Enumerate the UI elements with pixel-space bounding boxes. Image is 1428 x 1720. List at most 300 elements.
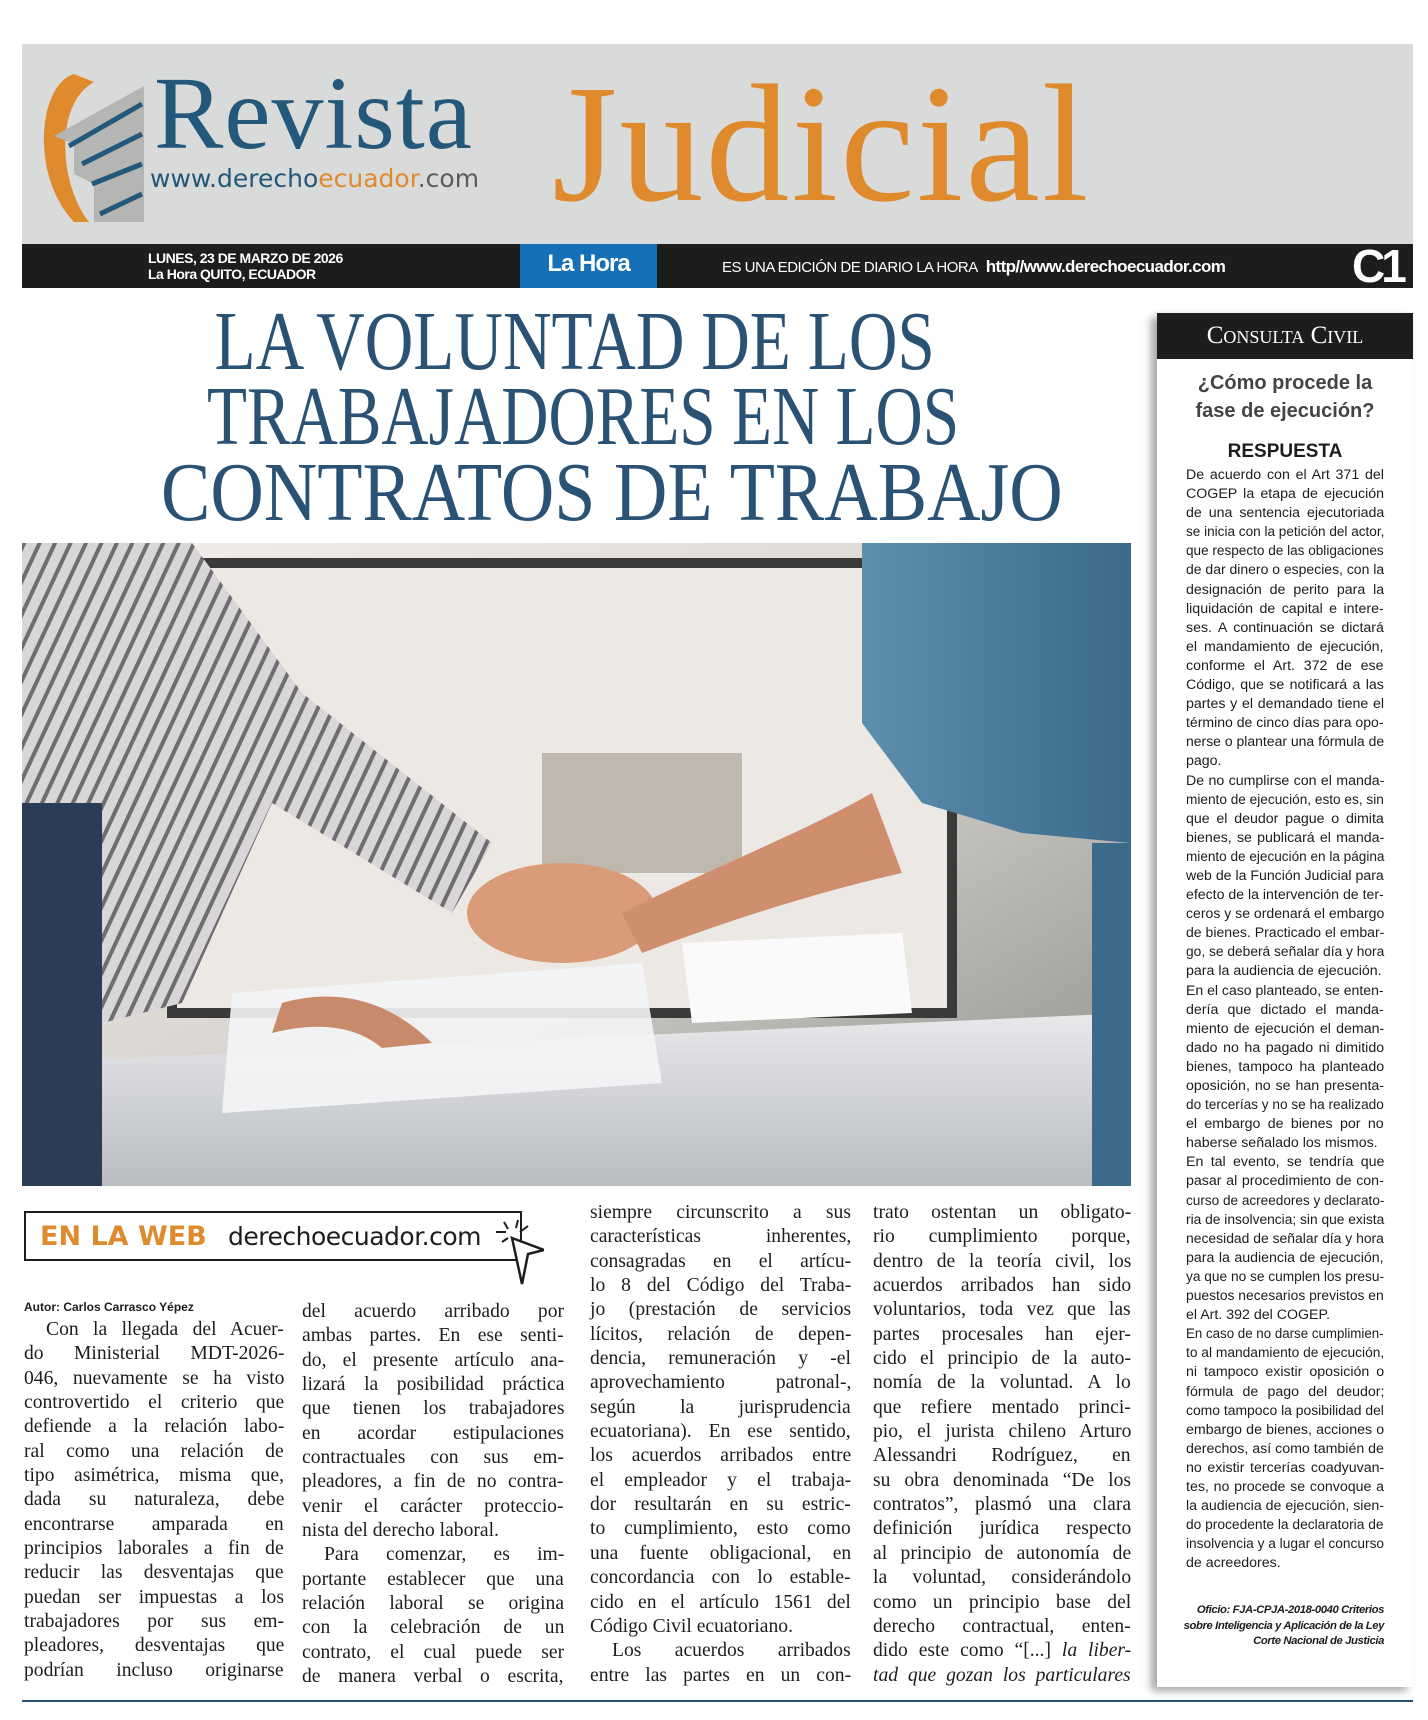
line-text: defiende a la relación labo- — [24, 1416, 285, 1438]
web-domain[interactable]: derechoecuador.com — [228, 1222, 482, 1251]
column-logo-icon — [34, 64, 154, 224]
line-text: con la celebración de un — [302, 1617, 565, 1639]
line-text: que respecto de las obligaciones — [1186, 543, 1384, 560]
line-text: Los acuerdos arribados — [612, 1640, 851, 1662]
text-line — [1186, 1153, 1384, 1172]
line-text: entre las partes en un con- — [590, 1664, 852, 1686]
la-hora-logo: La Hora — [520, 244, 657, 288]
question-line: ¿Cómo procede la — [1197, 372, 1373, 394]
url-part: ecuador — [318, 164, 418, 193]
headline-text: LA VOLUNTAD DE LOS — [214, 295, 936, 388]
line-text: dencia, remuneración y -el — [590, 1348, 851, 1370]
text-line — [1186, 886, 1384, 905]
line-text: cido en el artículo 1561 del — [590, 1591, 851, 1613]
line-text: pasar al procedimiento de con- — [1186, 1173, 1384, 1190]
text-line — [1186, 1287, 1384, 1306]
text-line — [1186, 485, 1384, 504]
text-line — [24, 1318, 284, 1342]
line-text: concordancia con lo estable- — [590, 1567, 851, 1589]
line-text: que el deudor pague o dimita — [1186, 810, 1384, 827]
line-text: partes procesales han ejer- — [873, 1323, 1131, 1345]
text-line — [1186, 752, 1384, 771]
line-text: dada su naturaleza, debe — [24, 1489, 285, 1511]
edition-url[interactable]: http//www.derechoecuador.com — [985, 257, 1226, 276]
text-line — [873, 1347, 1131, 1371]
line-text: los acuerdos arribados entre — [590, 1445, 852, 1467]
text-line — [302, 1373, 564, 1397]
text-line — [1186, 657, 1384, 676]
text-line — [1186, 1554, 1384, 1573]
title-judicial: Judicial — [552, 51, 1091, 237]
text-line — [590, 1274, 851, 1298]
line-text: de dar dinero o especies, con la — [1186, 562, 1385, 579]
line-text: pleadores, a fin de no contra- — [302, 1471, 564, 1493]
text-line — [1186, 600, 1384, 619]
line-text: Código, que se notificará a las — [1186, 677, 1384, 694]
line-text: el embargo de bienes por no — [1186, 1116, 1384, 1133]
info-bar — [22, 240, 1413, 292]
text-line — [1186, 1535, 1384, 1554]
text-line — [1186, 810, 1384, 829]
text-line — [1186, 1440, 1384, 1459]
line-text: que refiere mentado princi- — [873, 1396, 1131, 1418]
text-line — [1186, 523, 1384, 542]
text-line — [1186, 1459, 1384, 1478]
text-line — [1186, 943, 1384, 962]
line-text: de manera verbal o escrita, — [302, 1666, 564, 1688]
line-text: pleadores, desventajas que — [24, 1635, 285, 1657]
line-text: to cumplimiento, esto como — [590, 1518, 851, 1540]
text-line — [1186, 1516, 1384, 1535]
line-text: embargo de bienes, acciones o — [1186, 1421, 1385, 1438]
text-line — [1186, 1001, 1384, 1020]
text-line — [1186, 791, 1384, 810]
line-text: lo 8 del Código del Traba- — [590, 1275, 852, 1297]
sidebar-question — [1157, 369, 1413, 425]
text-line — [873, 1542, 1131, 1566]
line-text: dor resultarán en su estric- — [590, 1494, 851, 1516]
text-line — [1186, 733, 1384, 752]
line-text: do, el presente artículo ana- — [302, 1349, 565, 1371]
text-line — [1186, 924, 1384, 943]
text-line — [24, 1367, 284, 1391]
line-text: podrían incluso originarse — [24, 1659, 284, 1681]
text-line — [302, 1349, 564, 1373]
text-line — [1186, 905, 1384, 924]
line-text: controvertido el criterio que — [24, 1392, 285, 1414]
headline-text: TRABAJADORES EN LOS — [207, 370, 960, 463]
text-line — [1186, 676, 1384, 695]
text-line — [1186, 504, 1384, 523]
text-line — [873, 1396, 1131, 1420]
text-line — [873, 1664, 1131, 1688]
text-line — [1186, 542, 1384, 561]
text-line — [873, 1274, 1131, 1298]
text-line — [590, 1493, 851, 1517]
text-line — [1186, 1192, 1384, 1211]
text-line — [24, 1659, 284, 1683]
italic-quote: la liber- — [1061, 1640, 1132, 1662]
text-line — [1186, 1115, 1384, 1134]
text-line — [24, 1537, 284, 1561]
text-line — [302, 1616, 564, 1640]
text-line — [590, 1298, 851, 1322]
text-line — [873, 1225, 1131, 1249]
article-column — [302, 1300, 564, 1690]
line-text: ral como una relación de — [24, 1440, 284, 1462]
place: QUITO, ECUADOR — [196, 266, 316, 282]
line-text: miento de ejecución, esto es, sin — [1186, 791, 1384, 808]
text-line — [873, 1493, 1131, 1517]
line-text: dado no ha pagado ni dimitido — [1186, 1039, 1385, 1056]
handshake-photo — [22, 543, 1131, 1186]
line-text: derecho contractual, enten- — [873, 1615, 1131, 1637]
line-text: que tienen los trabajadores — [302, 1398, 565, 1420]
line-text: do Ministerial MDT-2026- — [24, 1343, 285, 1365]
line-text: fórmula de pago del deudor; — [1186, 1383, 1385, 1400]
text-line — [590, 1444, 851, 1468]
line-text: venir el carácter proteccio- — [302, 1495, 564, 1517]
text-line — [24, 1415, 284, 1439]
text-line — [1186, 1230, 1384, 1249]
cursor-click-icon — [494, 1218, 544, 1288]
italic-quote: tad que gozan los particulares — [873, 1664, 1131, 1686]
text-line — [590, 1420, 851, 1444]
text-line — [590, 1371, 851, 1395]
line-text: dido este como “[...] — [873, 1640, 1062, 1662]
text-line — [302, 1665, 564, 1689]
headline-text: CONTRATOS DE TRABAJO — [160, 446, 1063, 539]
line-text: aprovechamiento patronal-, — [590, 1372, 852, 1394]
source-line: Corte Nacional de Justicia — [1253, 1635, 1384, 1647]
line-text: puedan ser impuestas a los — [24, 1586, 284, 1608]
text-line — [302, 1519, 564, 1543]
line-text: En el caso planteado, se enten- — [1186, 982, 1384, 999]
text-line — [302, 1324, 564, 1348]
text-line — [873, 1323, 1131, 1347]
text-line — [1186, 1268, 1384, 1287]
line-text: de una sentencia ejecutoriada — [1186, 505, 1385, 522]
text-line — [1186, 867, 1384, 886]
line-text: de bienes. Practicado el embar- — [1186, 925, 1385, 942]
line-text: dentro de la teoría civil, los — [873, 1250, 1132, 1272]
text-line — [1186, 772, 1384, 791]
article-column — [590, 1201, 851, 1688]
line-text: do tercerías y no se ha realizado — [1186, 1097, 1384, 1114]
line-text: cido el principio de la auto- — [873, 1348, 1131, 1370]
line-text: bienes, se publicará el manda- — [1186, 829, 1385, 846]
text-line — [302, 1300, 564, 1324]
line-text: definición jurídica respecto — [873, 1518, 1132, 1540]
text-line — [873, 1639, 1131, 1663]
text-line — [1186, 848, 1384, 867]
text-line — [590, 1201, 851, 1225]
text-line — [1186, 638, 1384, 657]
text-line — [873, 1566, 1131, 1590]
line-text: puestos necesarios previstos en — [1186, 1288, 1384, 1305]
source-citation — [1171, 1603, 1384, 1650]
text-line — [1186, 1172, 1384, 1191]
line-text: para la audiencia de ejecución. — [1186, 963, 1382, 980]
text-line — [873, 1615, 1131, 1639]
line-text: En tal evento, se tendría que — [1186, 1154, 1385, 1171]
line-text: nerse o plantear una fórmula de — [1186, 734, 1385, 751]
line-text: ni tampoco existir oposición o — [1186, 1364, 1385, 1381]
text-line — [1186, 1383, 1384, 1402]
line-text: no existir tercerías coadyuvan- — [1186, 1459, 1385, 1476]
line-text: designación de perito para la — [1186, 581, 1385, 598]
line-text: la voluntad, considerándolo — [873, 1567, 1132, 1589]
text-line — [873, 1444, 1131, 1468]
text-line — [1186, 1421, 1384, 1440]
text-line — [1186, 1344, 1384, 1363]
answer-label: RESPUESTA — [1227, 441, 1343, 462]
text-line — [24, 1610, 284, 1634]
line-text: contrato, el cual puede ser — [302, 1641, 565, 1663]
text-line — [24, 1586, 284, 1610]
line-text: jo (prestación de servicios — [590, 1299, 852, 1321]
line-text: curso de acreedores y declarato- — [1186, 1192, 1385, 1209]
line-text: necesidad de señalar día y hora — [1186, 1230, 1384, 1247]
text-line — [302, 1495, 564, 1519]
headline-line — [100, 446, 1063, 539]
text-line — [873, 1371, 1131, 1395]
line-text: tipo asimétrica, misma que, — [24, 1465, 285, 1487]
text-line — [1186, 561, 1384, 580]
text-line — [1186, 982, 1384, 1001]
web-label: EN LA WEB — [40, 1221, 207, 1252]
line-text: al principio de autonomía de — [873, 1542, 1132, 1564]
text-line — [590, 1566, 851, 1590]
line-text: bienes, tampoco ha planteado — [1186, 1058, 1385, 1075]
line-text: conforme el Art. 372 de ese — [1186, 657, 1384, 674]
text-line — [302, 1397, 564, 1421]
line-text: encontrarse amparada en — [24, 1513, 284, 1535]
line-text: haberse señalado los mismos. — [1186, 1135, 1378, 1152]
line-text: portante establecer que una — [302, 1568, 564, 1590]
edition-text: ES UNA EDICIÓN DE DIARIO LA HORA — [722, 259, 978, 276]
text-line — [1186, 962, 1384, 981]
text-line — [1186, 1134, 1384, 1153]
line-text: reducir las desventajas que — [24, 1562, 284, 1584]
bottom-rule — [22, 1700, 1413, 1702]
text-line — [590, 1323, 851, 1347]
line-text: Código Civil ecuatoriano. — [590, 1615, 793, 1637]
text-line — [1186, 1402, 1384, 1421]
text-line — [302, 1592, 564, 1616]
line-text: insolvencia y a lugar el concurso — [1186, 1536, 1385, 1553]
text-line — [302, 1568, 564, 1592]
line-text: trato ostentan un obligato- — [873, 1202, 1132, 1223]
text-line — [24, 1561, 284, 1585]
line-text: do procedente la declaratoria de — [1186, 1517, 1384, 1534]
line-text: efecto de la intervención de ter- — [1186, 887, 1384, 904]
line-text: características inherentes, — [590, 1226, 852, 1248]
line-text: COGEP la etapa de ejecución — [1186, 486, 1385, 503]
text-line — [873, 1517, 1131, 1541]
text-line — [24, 1342, 284, 1366]
line-text: pio, el jurista chileno Arturo — [873, 1421, 1132, 1443]
line-text: el mandamiento de ejecución, — [1186, 638, 1384, 655]
line-text: su obra denominada “De los — [873, 1469, 1131, 1491]
line-text: web de la Función Judicial para — [1186, 867, 1384, 884]
line-text: según la jurisprudencia — [590, 1396, 851, 1418]
sidebar-section-title: Consulta Civil — [1157, 313, 1413, 359]
text-line — [24, 1634, 284, 1658]
line-text: el Art. 392 del COGEP. — [1186, 1307, 1331, 1324]
text-line — [1186, 1077, 1384, 1096]
line-text: tes, no procede se convoque a — [1186, 1478, 1385, 1495]
line-text: principios laborales a fin de — [24, 1538, 284, 1560]
date: LUNES, 23 DE MARZO DE 2026 — [148, 250, 343, 266]
text-line — [590, 1542, 851, 1566]
line-text: to al mandamiento de ejecución, — [1186, 1345, 1385, 1362]
text-line — [590, 1225, 851, 1249]
article-column — [24, 1318, 284, 1683]
text-line — [590, 1347, 851, 1371]
text-line — [24, 1391, 284, 1415]
line-text: lícitos, relación de depen- — [590, 1323, 852, 1345]
line-text: se inicia con la petición del actor, — [1186, 524, 1385, 541]
url-part: .com — [417, 164, 480, 193]
text-line — [873, 1420, 1131, 1444]
line-text: derechos, así como también de — [1186, 1440, 1384, 1457]
text-line — [1186, 581, 1384, 600]
line-text: el empleador y el trabaja- — [590, 1469, 852, 1491]
line-text: en acordar estipulaciones — [302, 1422, 565, 1444]
text-line — [1186, 466, 1384, 485]
text-line — [302, 1543, 564, 1567]
consulta-civil-sidebar — [1157, 313, 1413, 1687]
line-text: De no cumplirse con el manda- — [1186, 772, 1385, 789]
text-line — [873, 1298, 1131, 1322]
text-line — [302, 1446, 564, 1470]
masthead — [22, 44, 1413, 244]
line-text: contratos”, plasmó una clara — [873, 1494, 1132, 1516]
page-number: C1 — [1352, 240, 1403, 292]
text-line — [590, 1396, 851, 1420]
line-text: como tampoco la posibilidad del — [1186, 1402, 1384, 1419]
line-text: En caso de no darse cumplimien- — [1186, 1326, 1384, 1343]
line-text: consagradas en el artícu- — [590, 1250, 852, 1272]
line-text: miento de ejecución en la página — [1186, 848, 1385, 865]
text-line — [1186, 619, 1384, 638]
line-text: voluntarios, toda vez que las — [873, 1299, 1131, 1321]
line-text: del acuerdo arribado por — [302, 1301, 565, 1322]
question-line: fase de ejecución? — [1195, 400, 1375, 422]
source-line: Oficio: FJA-CPJA-2018-0040 Criterios — [1196, 1604, 1384, 1616]
text-line — [590, 1469, 851, 1493]
line-text: lizará la posibilidad práctica — [302, 1374, 565, 1396]
text-line — [1186, 1363, 1384, 1382]
article-column — [873, 1201, 1131, 1688]
line-text: dería que dictado el manda- — [1186, 1001, 1384, 1018]
dateline — [148, 250, 343, 282]
text-line — [590, 1639, 851, 1663]
text-line — [302, 1641, 564, 1665]
line-text: oposición, no se han presenta- — [1186, 1078, 1385, 1094]
text-line — [590, 1615, 851, 1639]
line-text: una fuente obligacional, en — [590, 1542, 852, 1564]
text-line — [1186, 695, 1384, 714]
text-line — [1186, 1211, 1384, 1230]
text-line — [590, 1591, 851, 1615]
url-part: www.derecho — [150, 164, 319, 193]
text-line — [1186, 1325, 1384, 1344]
text-line — [1186, 1478, 1384, 1497]
line-text: partes y el demandado tiene el — [1186, 696, 1385, 713]
line-text: siempre circunscrito a sus — [590, 1202, 851, 1223]
answer-text — [1186, 466, 1384, 1573]
edition-note — [722, 257, 1225, 277]
text-line — [873, 1469, 1131, 1493]
line-text: nomía de la voluntad. A lo — [873, 1372, 1131, 1394]
line-text: ria de insolvencia; sin que exista — [1186, 1211, 1385, 1228]
line-text: contractuales con sus em- — [302, 1447, 564, 1469]
place-brand: La Hora — [148, 266, 197, 282]
line-text: acuerdos arribados han sido — [873, 1275, 1132, 1297]
title-revista: Revista — [154, 56, 473, 171]
line-text: pago. — [1186, 753, 1222, 770]
text-line — [24, 1464, 284, 1488]
site-url[interactable] — [150, 166, 479, 191]
text-line — [302, 1422, 564, 1446]
line-text: 046, nuevamente se ha visto — [24, 1367, 285, 1389]
line-text: nista del derecho laboral. — [302, 1520, 499, 1542]
line-text: ambas partes. En ese senti- — [302, 1325, 564, 1347]
line-text: como un principio base del — [873, 1591, 1132, 1613]
line-text: go, se deberá señalar día y hora — [1186, 944, 1385, 961]
text-line — [590, 1250, 851, 1274]
line-text: ses. A continuación se dictará — [1186, 619, 1384, 636]
author-byline: Autor: Carlos Carrasco Yépez — [24, 1300, 194, 1314]
text-line — [1186, 714, 1384, 733]
text-line — [24, 1488, 284, 1512]
text-line — [24, 1440, 284, 1464]
line-text: la audiencia de ejecución, sien- — [1186, 1498, 1384, 1515]
text-line — [1186, 1306, 1384, 1325]
line-text: término de cinco días para opo- — [1186, 715, 1384, 732]
web-promo-box[interactable] — [24, 1211, 522, 1261]
source-line: sobre Inteligencia y Aplicación de la Ley — [1183, 1619, 1384, 1632]
line-text: ya que no se cumplen los presu- — [1186, 1268, 1385, 1285]
text-line — [873, 1201, 1131, 1225]
line-text: liquidación de capital e intere- — [1186, 600, 1384, 617]
line-text: ecuatoriana). En ese sentido, — [590, 1421, 851, 1443]
line-text: para la audiencia de ejecución, — [1186, 1249, 1384, 1266]
line-text: Para comenzar, es im- — [324, 1544, 565, 1566]
text-line — [873, 1591, 1131, 1615]
line-text: relación laboral se origina — [302, 1593, 565, 1615]
text-line — [24, 1513, 284, 1537]
text-line — [1186, 1497, 1384, 1516]
text-line — [1186, 1039, 1384, 1058]
text-line — [1186, 1058, 1384, 1077]
line-text: Alessandri Rodríguez, en — [873, 1445, 1131, 1467]
line-text: miento de ejecución el deman- — [1186, 1020, 1385, 1037]
line-text: ceros y se ordenará el embargo — [1186, 906, 1385, 923]
text-line — [1186, 1096, 1384, 1115]
line-text: trabajadores por sus em- — [24, 1611, 285, 1633]
text-line — [1186, 1020, 1384, 1039]
text-line — [590, 1517, 851, 1541]
line-text: Con la llegada del Acuer- — [46, 1319, 284, 1340]
text-line — [1186, 829, 1384, 848]
text-line — [302, 1470, 564, 1494]
line-text: de acreedores. — [1186, 1555, 1281, 1572]
line-text: De acuerdo con el Art 371 del — [1186, 467, 1384, 483]
text-line — [1186, 1249, 1384, 1268]
